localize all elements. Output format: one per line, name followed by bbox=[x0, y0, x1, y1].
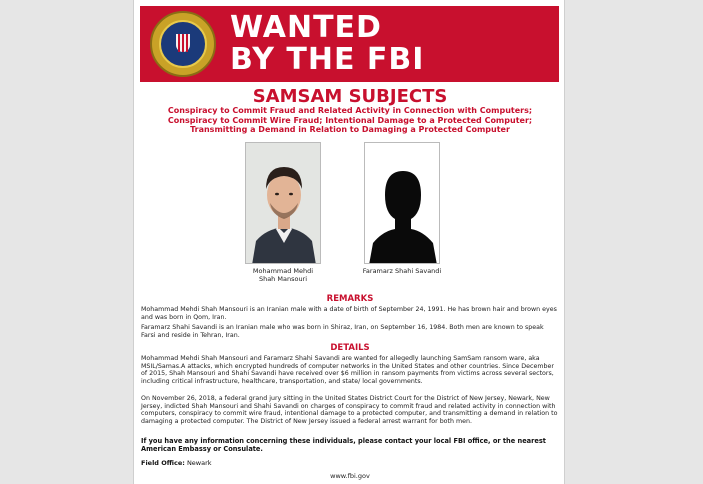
subject-photo-mansouri bbox=[245, 142, 321, 264]
remarks-heading: REMARKS bbox=[326, 294, 374, 304]
subject-name-savandi bbox=[356, 267, 448, 275]
field-office-label: Field Office: bbox=[141, 459, 185, 467]
charges-list bbox=[134, 106, 566, 135]
contact-instructions: If you have any information concerning these individuals, please contact your local FBI office, or the nearest American Embassy or Consulate. bbox=[141, 437, 546, 453]
remarks-paragraph: Mohammad Mehdi Shah Mansouri is an Iranian male with a date of birth of September 24, 1991. He has brown hair and brown eyes and was born in Qom, Iran. bbox=[141, 306, 557, 321]
field-office bbox=[141, 459, 212, 467]
charge-line: Conspiracy to Commit Fraud and Related Activity in Connection with Computers; bbox=[167, 106, 533, 115]
remarks-paragraph: Faramarz Shahi Savandi is an Iranian male who was born in Shiraz, Iran, on September 16, 1984. Both men are known to speak Farsi and reside in Tehran, Iran. bbox=[141, 324, 544, 339]
subject-name-line: Faramarz Shahi Savandi bbox=[362, 267, 442, 275]
banner-title-line2: BY THE FBI bbox=[230, 42, 425, 77]
fbi-seal-icon bbox=[150, 11, 216, 77]
charge-line: Conspiracy to Commit Wire Fraud; Intentional Damage to a Protected Computer; bbox=[167, 115, 533, 125]
subject-name-line: Shah Mansouri bbox=[258, 275, 308, 283]
subject-name-line: Mohammad Mehdi bbox=[252, 267, 314, 275]
fbi-website-link[interactable]: www.fbi.gov bbox=[330, 472, 370, 480]
details-paragraph: Mohammad Mehdi Shah Mansouri and Faramarz Shahi Savandi are wanted for allegedly launching SamSam ransom ware, aka MSIL/Samas.A attacks, which encrypted hundreds of computer networks in the United States and other countries. Since December of 2015, Shah Mansouri and Shahi Savandi have received over $6 million in ransom payments from victims across several sectors, including critical infrastructure, healthcare, transportation, and state/ local governments. bbox=[141, 355, 554, 385]
poster-title: SAMSAM SUBJECTS bbox=[252, 86, 448, 107]
details-paragraph: On November 26, 2018, a federal grand jury sitting in the United States District Court for the District of New Jersey, Newark, New Jersey, indicted Shah Mansouri and Shahi Savandi on charges of conspiracy to commit fraud and related activity in connection with computers, conspiracy to commit wire fraud, intentional damage to a protected computer, and transmitting a demand in relation to damaging a protected computer. The District of New Jersey issued a federal arrest warrant for both men. bbox=[141, 395, 558, 425]
subject-name-mansouri bbox=[240, 267, 326, 283]
details-heading: DETAILS bbox=[330, 343, 370, 353]
field-office-value: Newark bbox=[186, 459, 212, 467]
subject-photo-savandi-silhouette bbox=[364, 142, 440, 264]
wanted-poster bbox=[133, 0, 565, 484]
wanted-banner bbox=[140, 6, 559, 82]
banner-title-line1: WANTED bbox=[230, 10, 382, 45]
charge-line: Transmitting a Demand in Relation to Damaging a Protected Computer bbox=[190, 125, 510, 134]
